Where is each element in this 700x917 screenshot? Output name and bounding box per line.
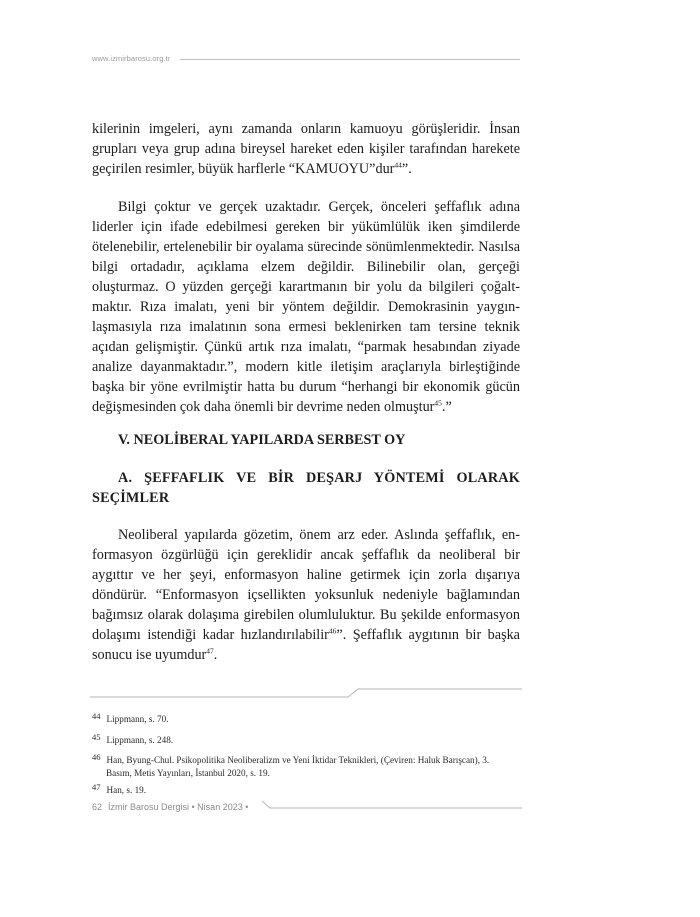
footnote-ref-47[interactable]: 47 [206,646,214,656]
paragraph-3: Neoliberal yapılarda gözetim, önem arz eder. Aslında şeffaflık, enformasyon özgürlüğü için gereklidir ancak şeffaflık da neoliberal bir aygıttır ve her şeyi, enformasyon haline getirmek için zorla dışarıya döndürür. “Enformasyon içsellikten yoksunluk nedeniyle bağlamından bağımsız olarak dolaşıma girebilen olumluluktur. Bu şekilde enformasyon dolaşımı istendiği kadar hızlandırılabilir$^{46}$”. Şeffaflık aygıtının bir başka sonucu ise uyumdur$^{47}$. [92,527,520,663]
subsection-heading-a: A. ŞEFFAFLIK VE BİR DEŞARJ YÖNTEMİ OLARAK SEÇİMLER [92,470,520,506]
footnote-ref-45[interactable]: 45 [434,398,442,408]
page-footer [92,802,248,812]
footnote-47: 47 Han, s. 19. [92,782,147,795]
paragraph-2: Bilgi çoktur ve gerçek uzaktadır. Gerçek, önceleri şeffaflık adına liderler için ifade edebilmesi gereken bir yükümlülük iken şimdilerde ötelenebilir, ertelenebilir bir oyalama sürecinde sönümlenmektedir. Nasılsa bilgi ortadadır, açıklama elzem değildir. Bilinebilir olan, gerçeği oluşturmaz. O yüzden gerçeği karartmanın bir yolu da bilgileri çoğaltmaktır. Rıza imalatı, yeni bir yöntem değildir. Demokrasinin yaygınlaşmasıyla rıza imalatının sona ermesi beklenirken tam tersine teknik açıdan gelişmiştir. Çünkü artık rıza imalatı, “parmak hesabından ziyade analize dayanmaktadır.”, modern kitle iletişim araçlarıyla birleştiğinde başka bir yöne evrilmiştir hatta bu durum “herhangi bir ekonomik gücün değişmesinden çok daha önemli bir devrime neden olmuştur$^{45}$.” [92,199,520,415]
footnote-ref-46[interactable]: 46 [328,626,337,636]
footnote-44: 44 Lippmann, s. 70. [92,711,169,724]
section-heading-v: V. NEOLİBERAL YAPILARDA SERBEST OY [118,432,406,448]
page-number: 62 [92,802,103,812]
footer-divider [262,798,522,812]
footnote-divider [90,686,522,700]
footnote-ref-44[interactable]: 44 [394,160,402,170]
journal-name: İzmir Barosu Dergisi • Nisan 2023 • [108,802,249,812]
footnote-45: 45 Lippmann, s. 248. [92,732,174,745]
paragraph-1: kilerinin imgeleri, aynı zamanda onların kamuoyu görüşleridir. İnsan grupları veya grup adına bireysel hareket eden kişiler tarafından harekete geçirilen resimler, büyük harflerle “KAMUOYU”dur$^{44}$”. [92,121,520,177]
header-divider [180,59,520,60]
footnote-46: 46 Han, Byung-Chul. Psikopolitika Neoliberalizm ve Yeni İktidar Teknikleri, (Çeviren: Haluk Barışcan), 3. Basım, Metis Yayınları, İstanbul 2020, s. 19. [92,752,490,778]
header-url: www.izmirbarosu.org.tr [92,54,171,63]
